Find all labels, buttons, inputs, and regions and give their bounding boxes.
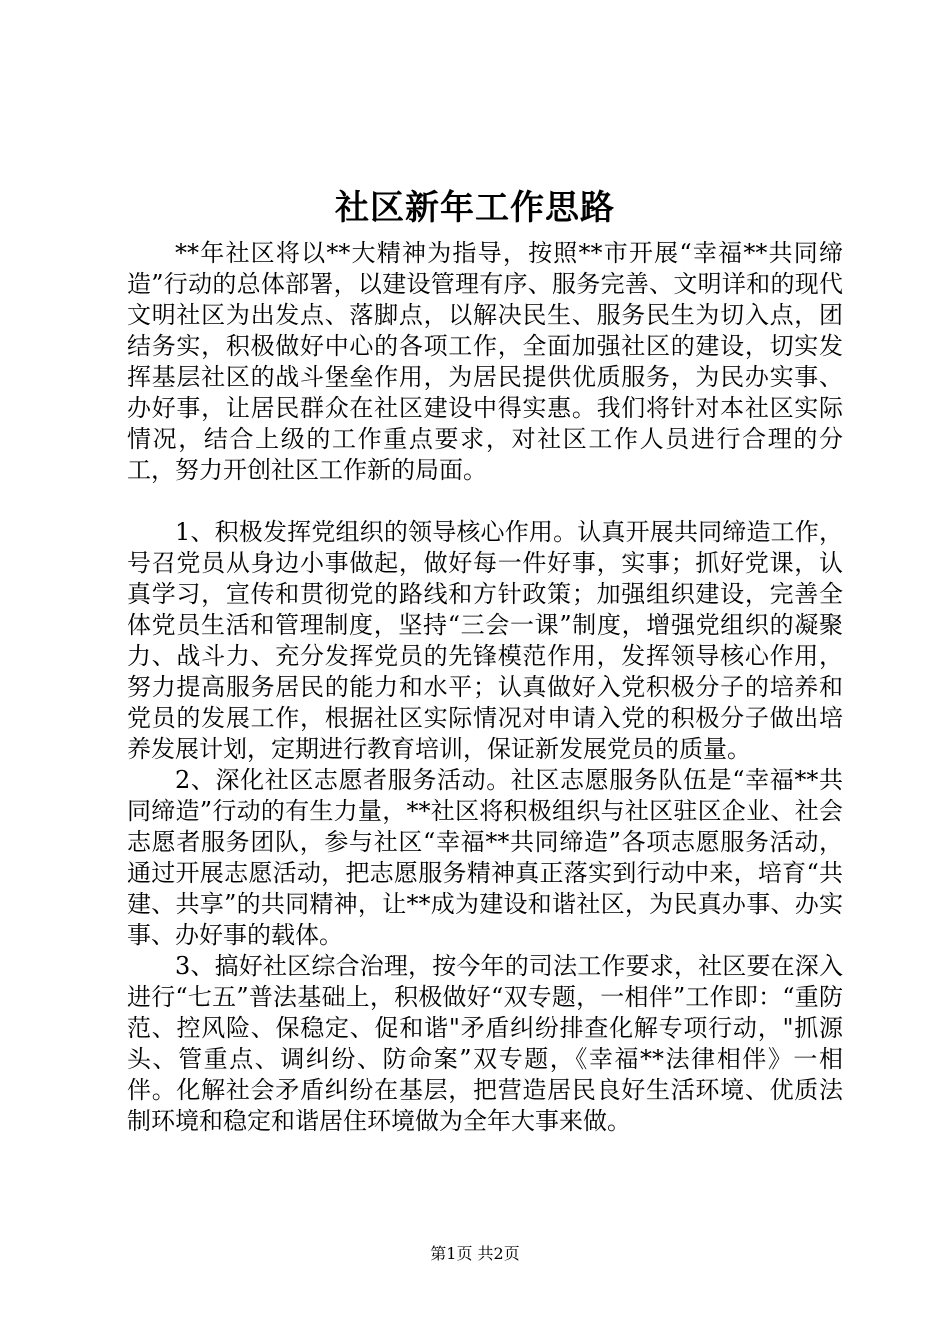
document-title: 社区新年工作思路 xyxy=(335,188,615,228)
section-1-paragraph: 1、积极发挥党组织的领导核心作用。认真开展共同缔造工作，号召党员从身边小事做起，做好每一件好事，实事；抓好党课，认真学习，宣传和贯彻党的路线和方针政策；加强组织建设，完善全体党员生活和管理制度，坚持“三会一课”制度，增强党组织的凝聚力、战斗力、充分发挥党员的先锋模范作用，发挥领导核心作用，努力提高服务居民的能力和水平；认真做好入党积极分子的培养和党员的发展工作，根据社区实际情况对申请入党的积极分子做出培养发展计划，定期进行教育培训，保证新发展党员的质量。 xyxy=(127,518,843,763)
document-body xyxy=(127,238,843,1137)
section-3-paragraph: 3、搞好社区综合治理，按今年的司法工作要求，社区要在深入进行“七五”普法基础上，积极做好“双专题，一相伴”工作即：“重防范、控风险、保稳定、促和谐"矛盾纠纷排查化解专项行动，"抓源头、管重点、调纠纷、防命案”双专题，《幸福**法律相伴》一相伴。化解社会矛盾纠纷在基层，把营造居民良好生活环境、优质法制环境和稳定和谐居住环境做为全年大事来做。 xyxy=(127,952,843,1135)
paragraph-spacer xyxy=(127,486,843,517)
intro-paragraph: **年社区将以**大精神为指导，按照**市开展“幸福**共同缔造”行动的总体部署，以建设管理有序、服务完善、文明详和的现代文明社区为出发点、落脚点，以解决民生、服务民生为切入点，团结务实，积极做好中心的各项工作，全面加强社区的建设，切实发挥基层社区的战斗堡垒作用，为居民提供优质服务，为民办实事、办好事，让居民群众在社区建设中得实惠。我们将针对本社区实际情况，结合上级的工作重点要求，对社区工作人员进行合理的分工，努力开创社区工作新的局面。 xyxy=(127,239,843,484)
section-2-paragraph: 2、深化社区志愿者服务活动。社区志愿服务队伍是“幸福**共同缔造”行动的有生力量，**社区将积极组织与社区驻区企业、社会志愿者服务团队，参与社区“幸福**共同缔造”各项志愿服务活动，通过开展志愿活动，把志愿服务精神真正落实到行动中来，培育“共建、共享”的共同精神，让**成为建设和谐社区，为民真办事、办实事、办好事的载体。 xyxy=(127,766,843,949)
page-footer: 第1页 共2页 xyxy=(430,1244,520,1263)
